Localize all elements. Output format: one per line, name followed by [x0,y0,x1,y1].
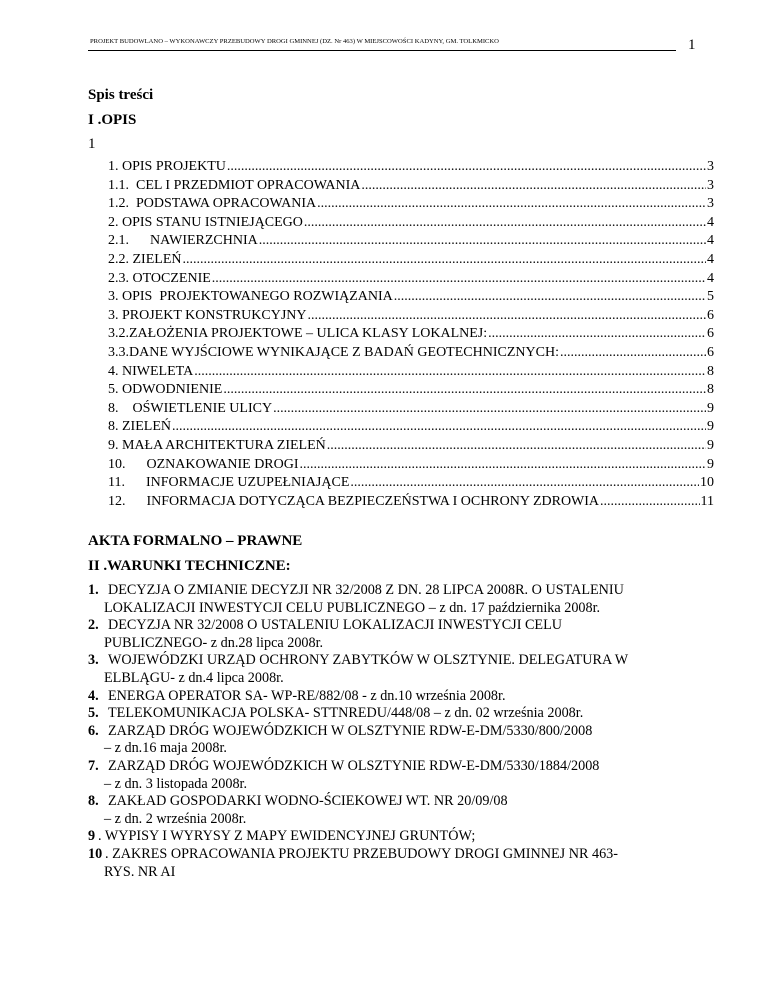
toc-entry-number: 2.1. [108,233,150,249]
warunki-item-number: 7. [88,757,99,774]
toc-dot-leader [327,437,706,456]
toc-dot-leader [182,251,706,270]
toc-dot-leader [600,493,699,512]
toc-entry-page: 8 [707,363,714,379]
toc-entry[interactable] [108,418,714,437]
toc-entry-title: CEL I PRZEDMIOT OPRACOWANIA [136,177,361,193]
toc-dot-leader [223,381,706,400]
warunki-item-number: 3. [88,652,99,669]
warunki-item [88,846,728,881]
warunki-item-continuation: – z dn. 2 września 2008r. [104,810,247,827]
toc-entry-page: 6 [707,307,714,323]
toc-entry-number: 8. [108,400,133,416]
toc-entry-title: INFORMACJE UZUPEŁNIAJĄCE [145,475,350,491]
toc-entry[interactable] [108,270,714,289]
toc-entry-page: 4 [707,251,714,267]
section-opis-heading: I .OPIS [88,112,137,128]
warunki-item [88,793,728,828]
toc-entry-number: 3.3. [108,344,129,360]
warunki-item-text: ENERGA OPERATOR SA- WP-RE/882/08 - z dn.10 września 2008r. [108,687,506,704]
toc-dot-leader [308,307,707,326]
toc-entry-title: ZIELEŃ [132,251,182,267]
warunki-item-text: ZAKŁAD GOSPODARKI WODNO-ŚCIEKOWEJ WT. NR 20/09/08 [108,793,508,810]
toc-entry-number: 2.3. [108,270,133,286]
toc-entry-page: 6 [707,326,714,342]
toc-dot-leader [560,344,706,363]
toc-entry[interactable] [108,177,714,196]
toc-entry-title: ODWODNIENIE [122,382,223,398]
toc-entry-number: 8. [108,419,122,435]
toc-entry[interactable] [108,232,714,251]
warunki-item [88,828,728,846]
warunki-item-number: 4. [88,687,99,704]
toc-entry-number: 3. [108,307,122,323]
toc-entry-title: ZIELEŃ [122,419,171,435]
warunki-item-continuation: – z dn. 3 listopada 2008r. [104,775,248,792]
warunki-item-text: ZARZĄD DRÓG WOJEWÓDZKICH W OLSZTYNIE RDW-E-DM/5330/1884/2008 [108,757,600,774]
warunki-item [88,652,728,687]
warunki-item [88,723,728,758]
toc-entry-title: OPIS PROJEKTOWANEGO ROZWIĄZANIA [122,289,393,305]
toc-entry-title: ZAŁOŻENIA PROJEKTOWE – ULICA KLASY LOKALNEJ: [129,326,488,342]
toc-entry-page: 9 [707,456,714,472]
toc-entry-page: 9 [707,437,714,453]
page-number: 1 [688,37,696,53]
warunki-item-text: . WYPISY I WYRYSY Z MAPY EWIDENCYJNEJ GRUNTÓW; [98,828,476,845]
warunki-item-continuation: ELBLĄGU- z dn.4 lipca 2008r. [104,669,284,686]
toc-entry-number: 2. [108,214,122,230]
toc-entry-title: DANE WYJŚCIOWE WYNIKAJĄCE Z BADAŃ GEOTECHNICZNYCH: [129,344,559,360]
toc-entry-page: 5 [707,289,714,305]
warunki-item-text: ZARZĄD DRÓG WOJEWÓDZKICH W OLSZTYNIE RDW-E-DM/5330/800/2008 [108,722,593,739]
toc-entry-page: 4 [707,214,714,230]
toc-entry[interactable] [108,344,714,363]
toc-entry[interactable] [108,474,714,493]
toc-entry-title: INFORMACJA DOTYCZĄCA BEZPIECZEŃSTWA I OCHRONY ZDROWIA [146,493,600,509]
toc-entry-number: 1.1. [108,177,136,193]
warunki-item [88,617,728,652]
opis-page-ref: 1 [88,136,96,152]
toc-entry-title: NAWIERZCHNIA [150,233,258,249]
toc-dot-leader [194,363,706,382]
toc-entry[interactable] [108,214,714,233]
toc-dot-leader [317,195,706,214]
toc-entry[interactable] [108,493,714,512]
warunki-item-continuation: – z dn.16 maja 2008r. [104,740,227,757]
toc-dot-leader [259,232,706,251]
toc-entry-page: 8 [707,382,714,398]
toc-entry-page: 3 [707,159,714,174]
toc-entry[interactable] [108,437,714,456]
toc-entry[interactable] [108,307,714,326]
toc-entry-title: OPIS PROJEKTU [122,159,226,174]
warunki-item-number: 8. [88,793,99,810]
toc-entry[interactable] [108,381,714,400]
toc-dot-leader [361,177,706,196]
toc-entry-page: 9 [707,400,714,416]
toc-dot-leader [273,400,706,419]
toc-entry-number: 10. [108,456,147,472]
toc-entry-page: 10 [700,475,714,491]
warunki-item [88,688,728,706]
table-of-contents [108,158,714,511]
toc-dot-leader [227,158,706,177]
toc-entry-title: OTOCZENIE [132,270,211,286]
toc-entry[interactable] [108,325,714,344]
toc-dot-leader [350,474,699,493]
toc-entry[interactable] [108,288,714,307]
warunki-item-continuation: LOKALIZACJI INWESTYCJI CELU PUBLICZNEGO – z dn. 17 października 2008r. [104,599,601,616]
toc-entry-number: 5. [108,382,122,398]
toc-entry-number: 4. [108,363,122,379]
toc-entry-title: PROJEKT KONSTRUKCYJNY [122,307,307,323]
warunki-item [88,758,728,793]
toc-dot-leader [394,288,706,307]
toc-entry-number: 1. [108,159,122,174]
toc-heading: Spis treści [88,87,154,103]
toc-entry[interactable] [108,195,714,214]
toc-dot-leader [172,418,706,437]
warunki-item-number: 5. [88,705,99,722]
toc-dot-leader [304,214,706,233]
running-header: PROJEKT BUDOWLANO – WYKONAWCZY PRZEBUDOWY DROGI GMINNEJ (DZ. Nr 463) W MIEJSCOWOŚCI KADYNY, GM. TOLKMICKO [90,38,499,45]
toc-entry-number: 11. [108,475,146,491]
toc-entry[interactable] [108,456,714,475]
toc-entry-page: 3 [707,196,714,212]
header-rule [88,50,676,51]
toc-entry-page: 9 [707,419,714,435]
toc-entry-page: 6 [707,344,714,360]
toc-entry-title: NIWELETA [122,363,194,379]
toc-entry-title: MAŁA ARCHITEKTURA ZIELEŃ [122,437,326,453]
warunki-item-number: 10 [88,845,103,862]
warunki-item-continuation: PUBLICZNEGO- z dn.28 lipca 2008r. [104,634,324,651]
toc-entry[interactable] [108,158,714,177]
warunki-item-number: 2. [88,617,99,634]
warunki-item-text: . ZAKRES OPRACOWANIA PROJEKTU PRZEBUDOWY DROGI GMINNEJ NR 463- [105,845,618,862]
toc-entry-title: OZNAKOWANIE DROGI [146,456,299,472]
toc-entry-page: 3 [707,177,714,193]
toc-entry[interactable] [108,400,714,419]
toc-entry-title: OPIS STANU ISTNIEJĄCEGO [122,214,303,230]
warunki-item [88,582,728,617]
warunki-item-number: 6. [88,722,99,739]
toc-entry-number: 1.2. [108,196,136,212]
warunki-item-text: TELEKOMUNIKACJA POLSKA- STTNREDU/448/08 – z dn. 02 września 2008r. [108,705,584,722]
toc-dot-leader [300,456,706,475]
toc-dot-leader [212,270,706,289]
toc-entry-number: 3. [108,289,122,305]
toc-entry-page: 4 [707,233,714,249]
warunki-item-number: 9 [88,828,96,845]
warunki-item-number: 1. [88,582,99,598]
toc-entry-title: OŚWIETLENIE ULICY [132,400,273,416]
toc-entry-title: PODSTAWA OPRACOWANIA [136,196,317,212]
toc-entry-page: 4 [707,270,714,286]
toc-entry-page: 11 [700,493,714,509]
warunki-item-text: WOJEWÓDZKI URZĄD OCHRONY ZABYTKÓW W OLSZTYNIE. DELEGATURA W [108,652,629,669]
warunki-item-text: DECYZJA NR 32/2008 O USTALENIU LOKALIZACJI INWESTYCJI CELU [108,617,563,634]
warunki-list [88,582,728,881]
toc-dot-leader [488,325,706,344]
toc-entry-number: 3.2. [108,326,129,342]
warunki-heading: II .WARUNKI TECHNICZNE: [88,558,291,574]
toc-entry[interactable] [108,363,714,382]
toc-entry[interactable] [108,251,714,270]
toc-entry-number: 9. [108,437,122,453]
warunki-item [88,705,728,723]
akta-heading: AKTA FORMALNO – PRAWNE [88,533,303,549]
toc-entry-number: 12. [108,493,147,509]
warunki-item-text: DECYZJA O ZMIANIE DECYZJI NR 32/2008 Z DN. 28 LIPCA 2008R. O USTALENIU [108,582,624,598]
toc-entry-number: 2.2. [108,251,133,267]
warunki-item-continuation: RYS. NR AI [104,863,176,880]
